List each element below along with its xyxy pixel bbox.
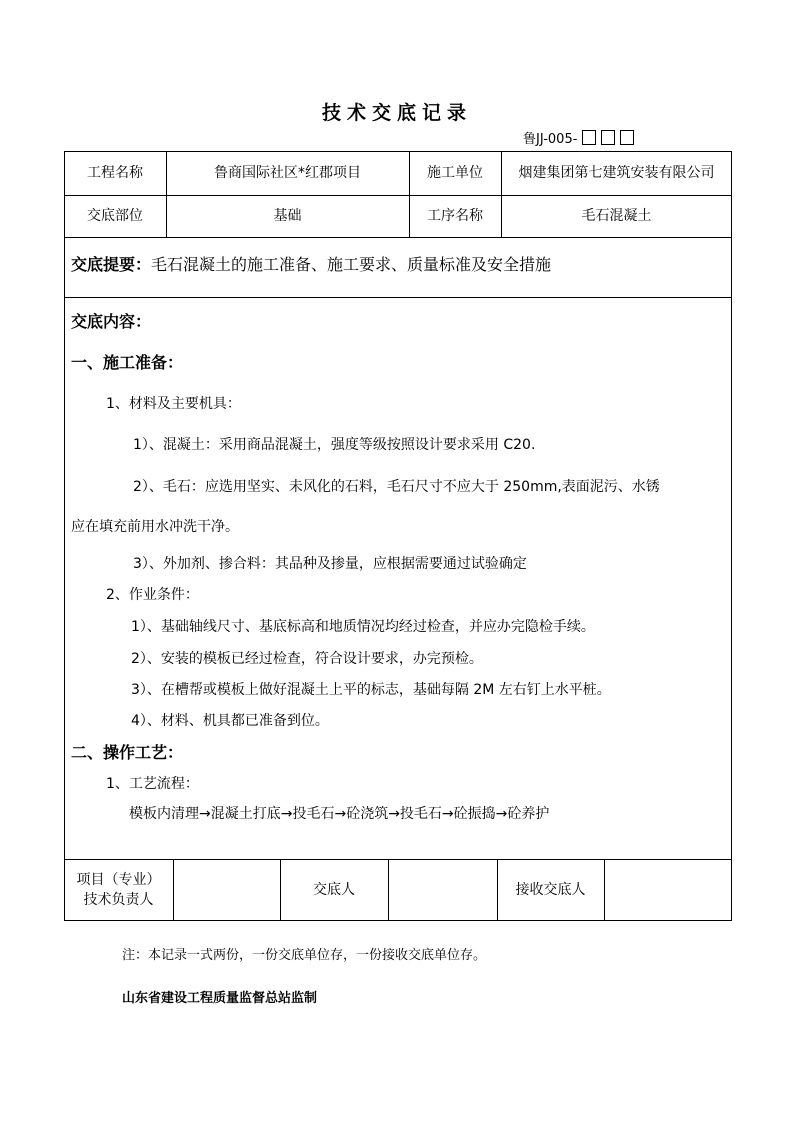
content-line: 2、作业条件：: [106, 587, 199, 603]
section-heading: 二、操作工艺：: [71, 743, 184, 762]
content-line: 3）、在槽帮或模板上做好混凝土上平的标志，基础每隔 2M 左右钉上水平桩。: [131, 682, 611, 698]
process-flow: 模板内清理→混凝土打底→投毛石→砼浇筑→投毛石→砼振捣→砼养护: [129, 806, 550, 822]
section-heading: 一、施工准备：: [71, 353, 184, 372]
summary-label: 交底提要：: [71, 255, 152, 274]
discloser-signature[interactable]: [388, 859, 497, 921]
content-line: 应在填充前用水冲洗干净。: [71, 519, 239, 535]
project-name-value: 鲁商国际社区*红郡项目: [214, 165, 361, 181]
technical-owner-label-line2: 技术负责人: [83, 892, 154, 908]
construction-unit-label: 施工单位: [427, 165, 483, 181]
technical-owner-signature[interactable]: [173, 859, 280, 921]
row-divider: [64, 237, 732, 238]
document-title: 技术交底记录: [321, 102, 472, 124]
content-line: 2）、安装的模板已经过检查，符合设计要求，办完预检。: [131, 651, 483, 667]
part-label: 交底部位: [87, 208, 143, 224]
content-line: 1、工艺流程：: [106, 776, 199, 792]
process-label: 工序名称: [427, 208, 483, 224]
number-box: [601, 130, 615, 145]
document-number-text: 鲁JJ-005-: [523, 132, 578, 147]
content-line: 1）、基础轴线尺寸、基底标高和地质情况均经过检查，并应办完隐检手续。: [131, 619, 595, 635]
receiver-label: 接收交底人: [515, 882, 586, 898]
project-name-label: 工程名称: [87, 165, 143, 181]
discloser-label: 交底人: [313, 882, 355, 898]
document-number: [523, 128, 634, 147]
number-box: [620, 130, 634, 145]
technical-owner-label: [64, 859, 173, 921]
content-line: 1、材料及主要机具：: [106, 396, 241, 412]
construction-unit-value: 烟建集团第七建筑安装有限公司: [518, 165, 715, 181]
row-divider: [64, 297, 732, 298]
content-line: 4）、材料、机具都已准备到位。: [131, 713, 329, 729]
summary-row: [71, 252, 551, 275]
content-line: 2）、毛石：应选用坚实、未风化的石料，毛石尺寸不应大于 250mm,表面泥污、水锈: [133, 479, 660, 495]
part-value: 基础: [273, 208, 302, 224]
summary-value: 毛石混凝土的施工准备、施工要求、质量标准及安全措施: [151, 255, 552, 274]
content-line: 3）、外加剂、掺合料：其品种及掺量，应根据需要通过试验确定: [133, 556, 527, 572]
content-line: 1）、混凝土：采用商品混凝土，强度等级按照设计要求采用 C20.: [133, 437, 536, 453]
receiver-signature[interactable]: [604, 859, 732, 921]
technical-owner-label-line1: 项目（专业）: [76, 872, 161, 888]
process-value: 毛石混凝土: [581, 208, 652, 224]
supervisor-text: 山东省建设工程质量监督总站监制: [122, 991, 318, 1006]
footnote: 注：本记录一式两份，一份交底单位存，一份接收交底单位存。: [122, 948, 487, 963]
number-box: [582, 130, 596, 145]
content-label: 交底内容：: [71, 312, 152, 331]
